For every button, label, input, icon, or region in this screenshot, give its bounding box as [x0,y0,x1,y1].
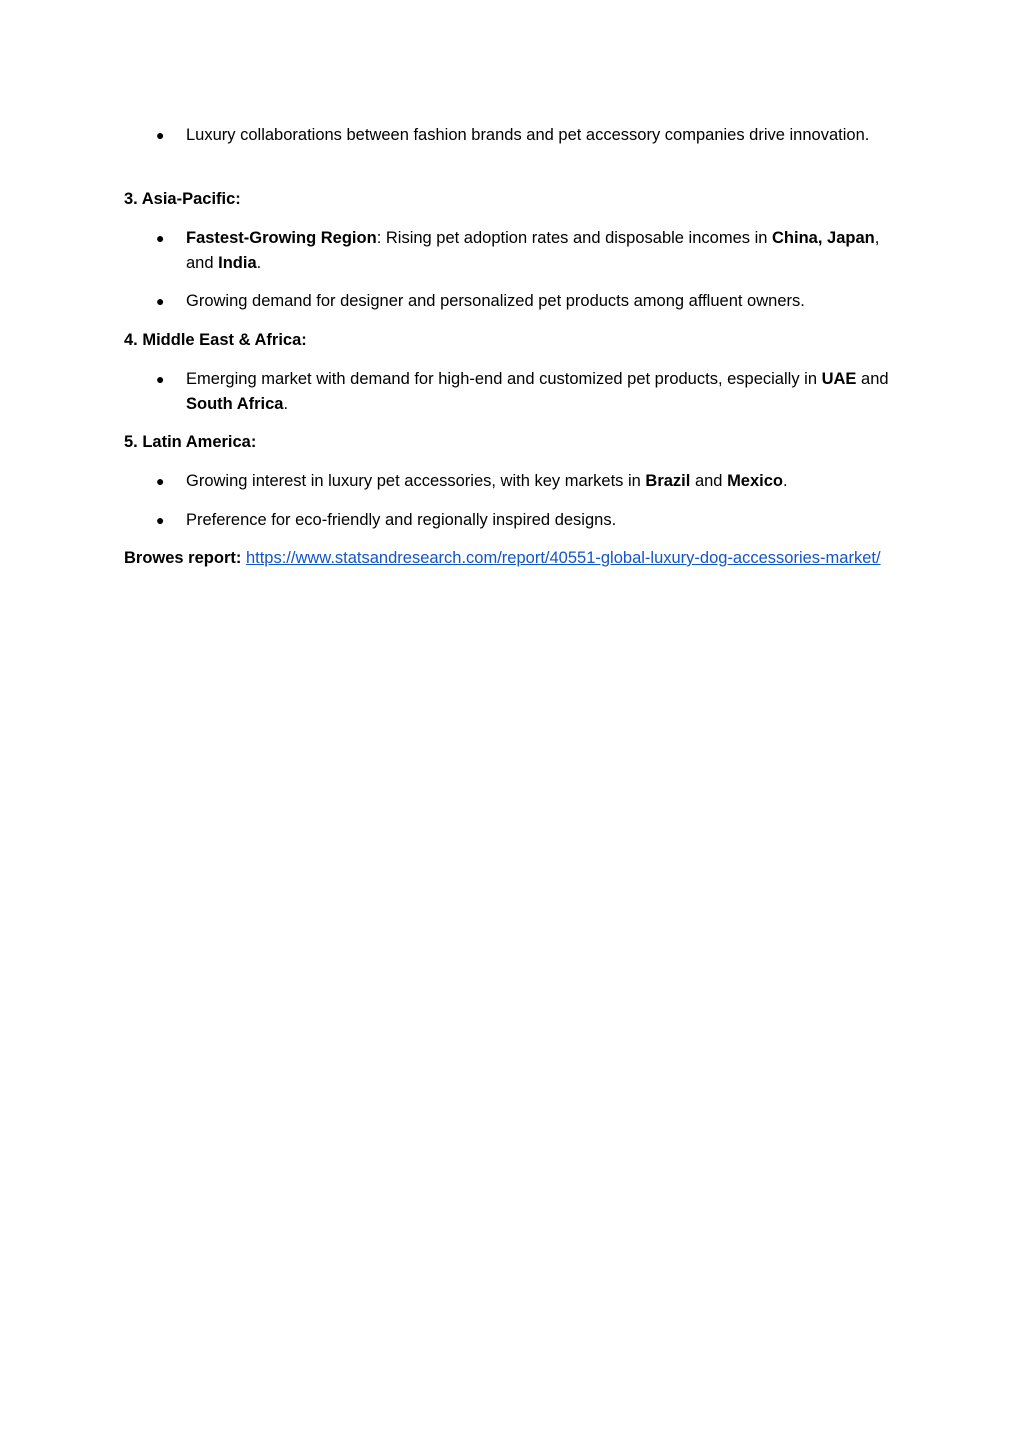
bold-country: India [218,254,257,272]
list-item [156,508,896,533]
bold-country: UAE [821,370,857,388]
bullet-text: Growing interest in luxury pet accessories, with key markets in [186,472,646,490]
bullet-icon: ● [156,293,165,309]
bullet-icon: ● [156,127,165,143]
bullet-text: Growing demand for designer and personalized pet products among affluent owners. [186,292,805,310]
bold-lead: Fastest-Growing Region [186,229,377,247]
bold-country: South Africa [186,395,284,413]
bold-countries: China, Japan [772,229,875,247]
bullet-text: Emerging market with demand for high-end and customized pet products, especially in [186,370,822,388]
report-label: Browes report: [124,549,242,567]
report-link[interactable]: https://www.statsandresearch.com/report/40551-global-luxury-dog-accessories-market/ [245,549,881,567]
bullet-text: and [690,472,728,490]
list-item [156,367,896,417]
section-heading-asia-pacific: 3. Asia-Pacific: [124,190,241,208]
bullet-text: : Rising pet adoption rates and disposable incomes in [376,229,773,247]
bullet-text: . [256,254,262,272]
bullet-text: , and [186,229,880,272]
bullet-text: and [856,370,889,388]
section-heading-latin-america: 5. Latin America: [124,433,257,451]
list-item [156,226,896,276]
list-item [156,469,896,494]
bullet-icon: ● [156,512,165,528]
bold-country: Mexico [727,472,783,490]
section-heading-middle-east-africa: 4. Middle East & Africa: [124,331,307,349]
list-item [156,289,896,314]
list-item [156,123,896,148]
bullet-icon: ● [156,473,165,489]
bullet-text: . [783,472,788,490]
bullet-text: Luxury collaborations between fashion brands and pet accessory companies drive innovation. [186,126,870,144]
bullet-text: Preference for eco-friendly and regionally inspired designs. [186,511,617,529]
bullet-icon: ● [156,371,165,387]
bullet-text: . [283,395,289,413]
bullet-icon: ● [156,230,165,246]
report-line [124,546,896,571]
bold-country: Brazil [645,472,691,490]
